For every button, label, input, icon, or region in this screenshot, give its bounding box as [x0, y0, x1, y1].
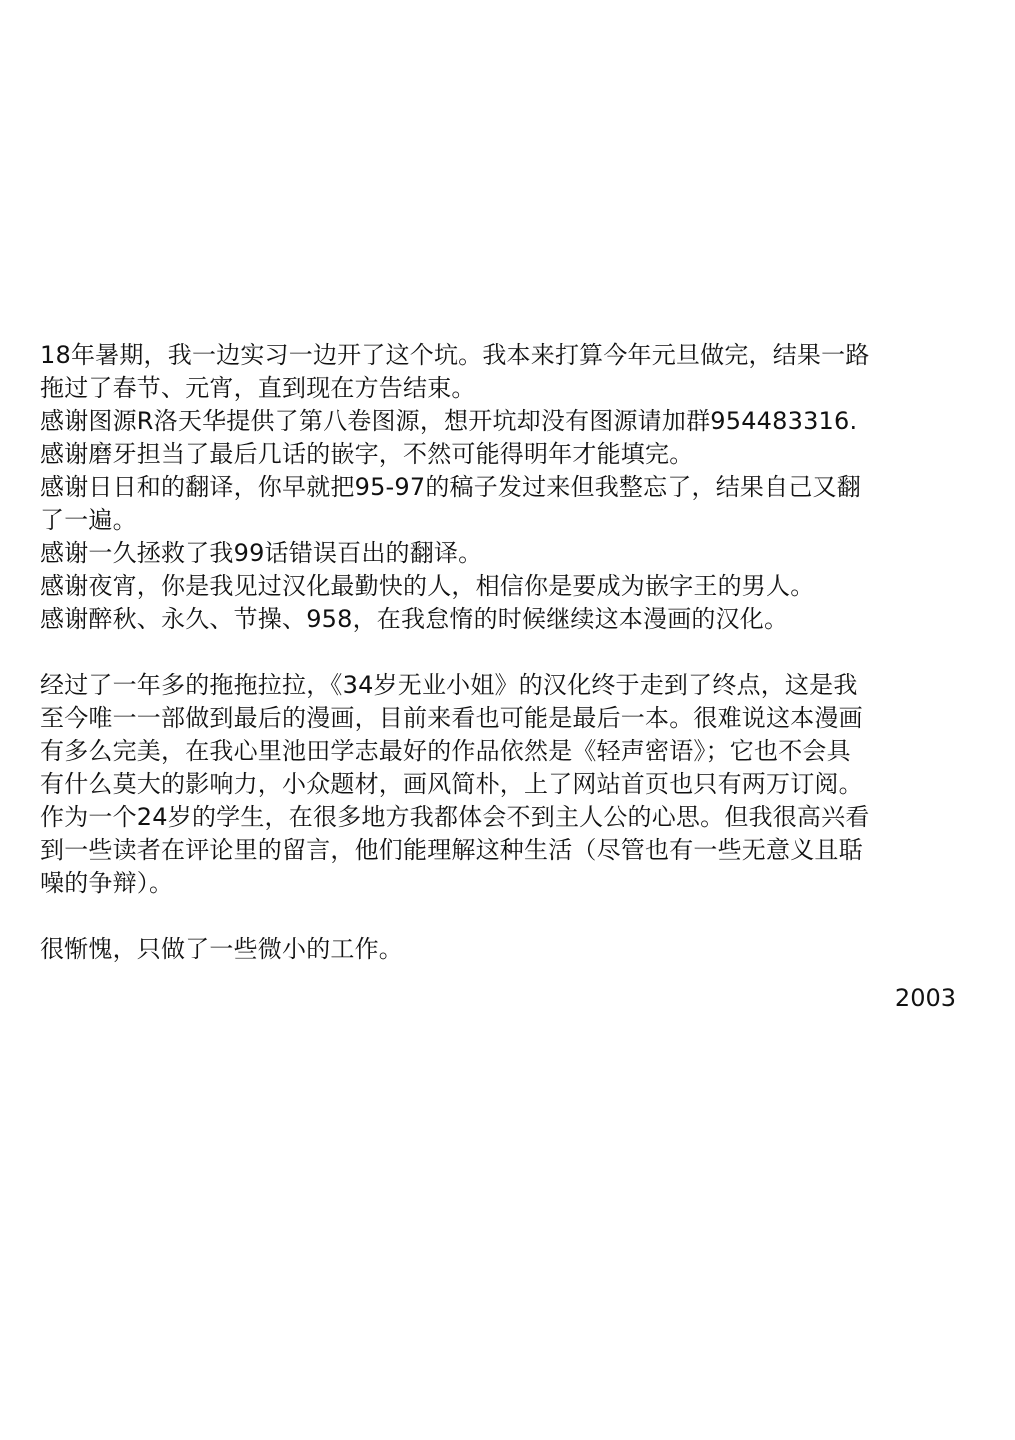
text-line: 感谢醉秋、永久、节操、958，在我怠惰的时候继续这本漫画的汉化。 [40, 605, 789, 633]
paragraph-gap [40, 636, 970, 669]
text-line: 到一些读者在评论里的留言，他们能理解这种生活（尽管也有一些无意义且聒 [40, 836, 863, 864]
text-line: 很惭愧，只做了一些微小的工作。 [40, 935, 403, 963]
paragraph-acknowledgements [40, 339, 970, 636]
text-line: 至今唯一一部做到最后的漫画，目前来看也可能是最后一本。很难说这本漫画 [40, 704, 863, 732]
text-line: 经过了一年多的拖拖拉拉，《34岁无业小姐》的汉化终于走到了终点，这是我 [40, 671, 858, 699]
text-line: 感谢夜宵，你是我见过汉化最勤快的人，相信你是要成为嵌字王的男人。 [40, 572, 815, 600]
text-line: 了一遍。 [40, 506, 137, 534]
text-line: 拖过了春节、元宵，直到现在方告结束。 [40, 374, 476, 402]
text-line: 作为一个24岁的学生，在很多地方我都体会不到主人公的心思。但我很高兴看 [40, 803, 870, 831]
paragraph-reflection [40, 669, 970, 900]
text-line: 感谢图源R洛天华提供了第八卷图源，想开坑却没有图源请加群954483316. [40, 407, 858, 435]
text-line: 噪的争辩）。 [40, 869, 174, 897]
text-line: 18年暑期，我一边实习一边开了这个坑。我本来打算今年元旦做完，结果一路 [40, 341, 870, 369]
text-line: 感谢一久拯救了我99话错误百出的翻译。 [40, 539, 483, 567]
text-line: 感谢日日和的翻译，你早就把95-97的稿子发过来但我整忘了，结果自己又翻 [40, 473, 861, 501]
text-line: 有多么完美，在我心里池田学志最好的作品依然是《轻声密语》；它也不会具 [40, 737, 851, 765]
signature: 2003 [894, 984, 956, 1012]
paragraph-closing [40, 933, 970, 966]
paragraph-gap [40, 900, 970, 933]
afterword-text [40, 339, 970, 966]
text-line: 感谢磨牙担当了最后几话的嵌字，不然可能得明年才能填完。 [40, 440, 694, 468]
text-line: 有什么莫大的影响力，小众题材，画风简朴，上了网站首页也只有两万订阅。 [40, 770, 863, 798]
